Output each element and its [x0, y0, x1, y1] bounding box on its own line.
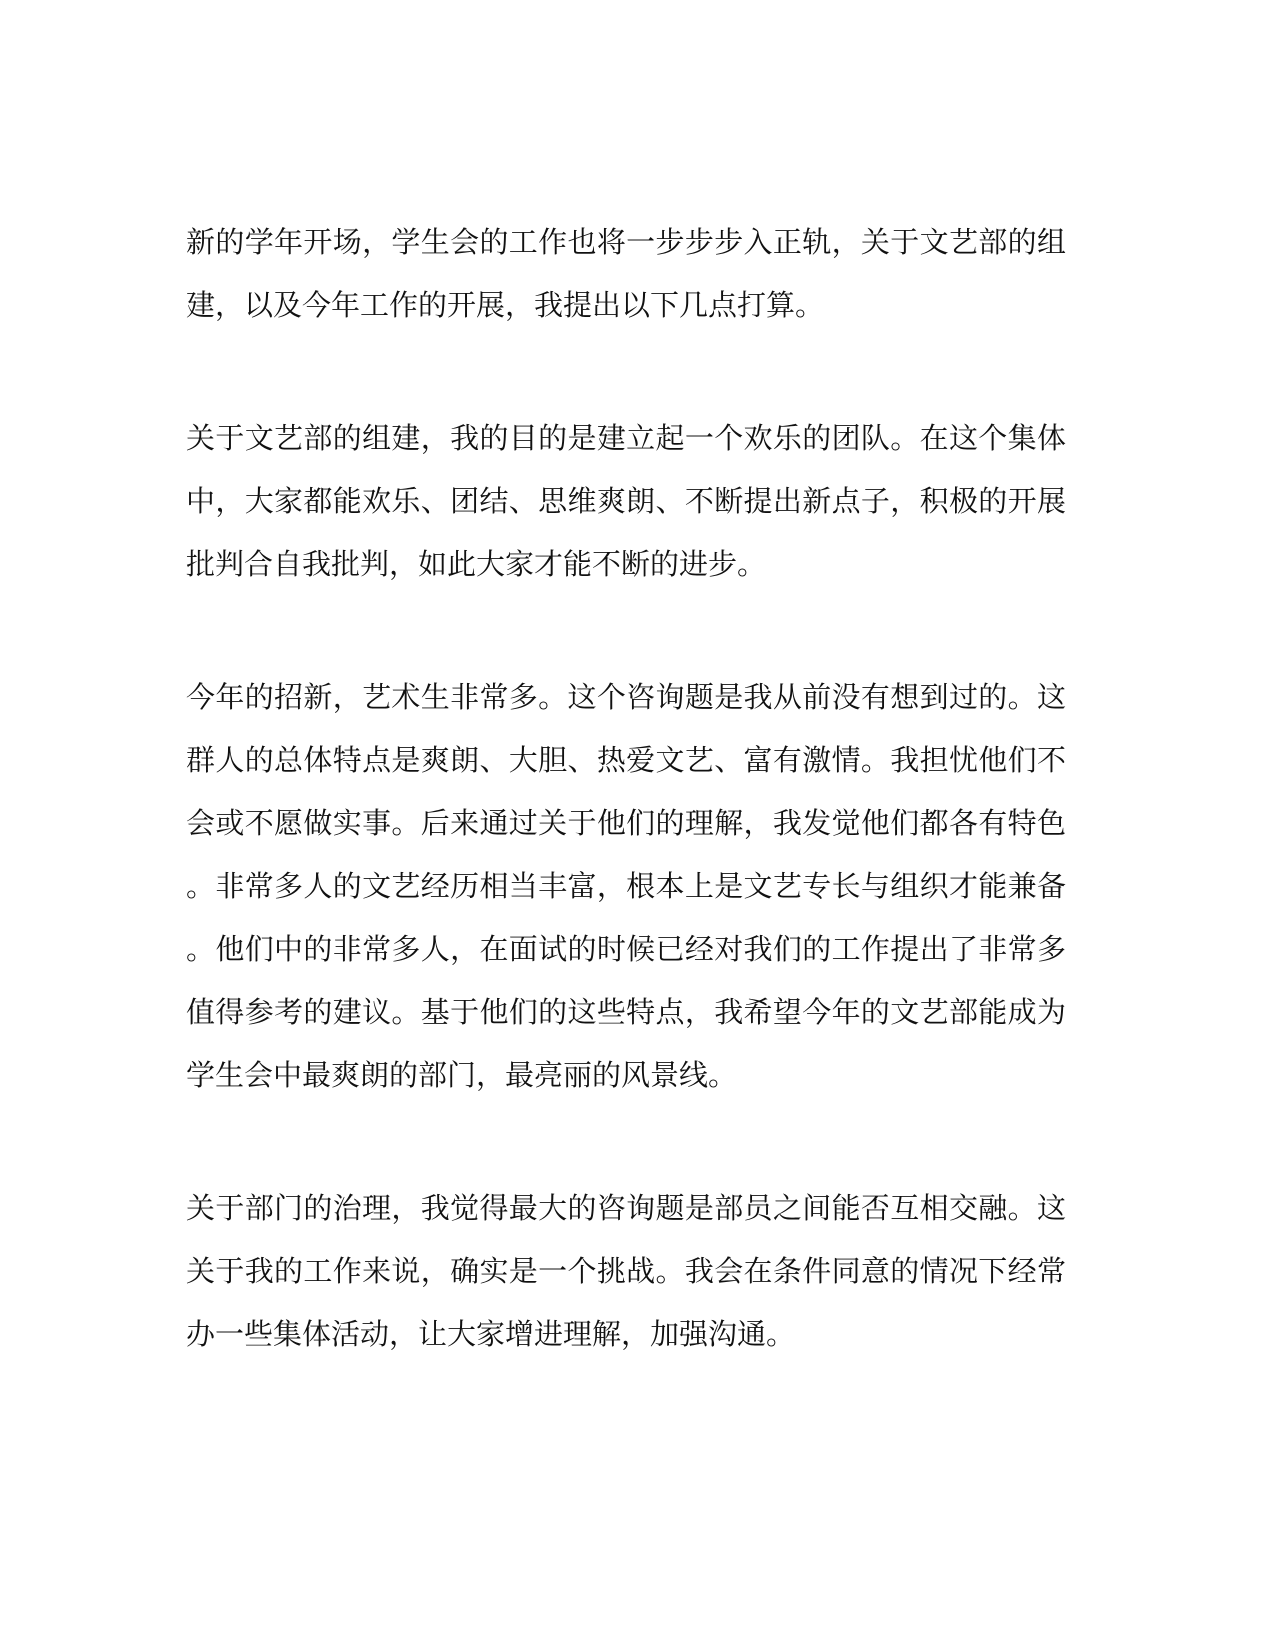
text-line: 会或不愿做实事。后来通过关于他们的理解，我发觉他们都各有特色: [186, 806, 1066, 840]
text-line: 。非常多人的文艺经历相当丰富，根本上是文艺专长与组织才能兼备: [186, 869, 1066, 903]
text-line: 关于文艺部的组建，我的目的是建立起一个欢乐的团队。在这个集体: [186, 421, 1066, 455]
text-line: 关于我的工作来说，确实是一个挑战。我会在条件同意的情况下经常: [186, 1254, 1066, 1288]
text-line: 新的学年开场，学生会的工作也将一步步步入正轨，关于文艺部的组: [186, 225, 1066, 259]
text-line: 学生会中最爽朗的部门，最亮丽的风景线。: [186, 1058, 738, 1092]
text-line: 建，以及今年工作的开展，我提出以下几点打算。: [186, 288, 825, 322]
text-line: 中，大家都能欢乐、团结、思维爽朗、不断提出新点子，积极的开展: [186, 484, 1066, 518]
text-line: 群人的总体特点是爽朗、大胆、热爱文艺、富有激情。我担忧他们不: [186, 743, 1066, 777]
text-line: 。他们中的非常多人，在面试的时候已经对我们的工作提出了非常多: [186, 932, 1066, 966]
text-line: 值得参考的建议。基于他们的这些特点，我希望今年的文艺部能成为: [186, 995, 1066, 1029]
text-line: 今年的招新，艺术生非常多。这个咨询题是我从前没有想到过的。这: [186, 680, 1066, 714]
text-line: 办一些集体活动，让大家增进理解，加强沟通。: [186, 1317, 796, 1351]
text-line: 批判合自我批判，如此大家才能不断的进步。: [186, 547, 767, 581]
text-line: 关于部门的治理，我觉得最大的咨询题是部员之间能否互相交融。这: [186, 1191, 1066, 1225]
